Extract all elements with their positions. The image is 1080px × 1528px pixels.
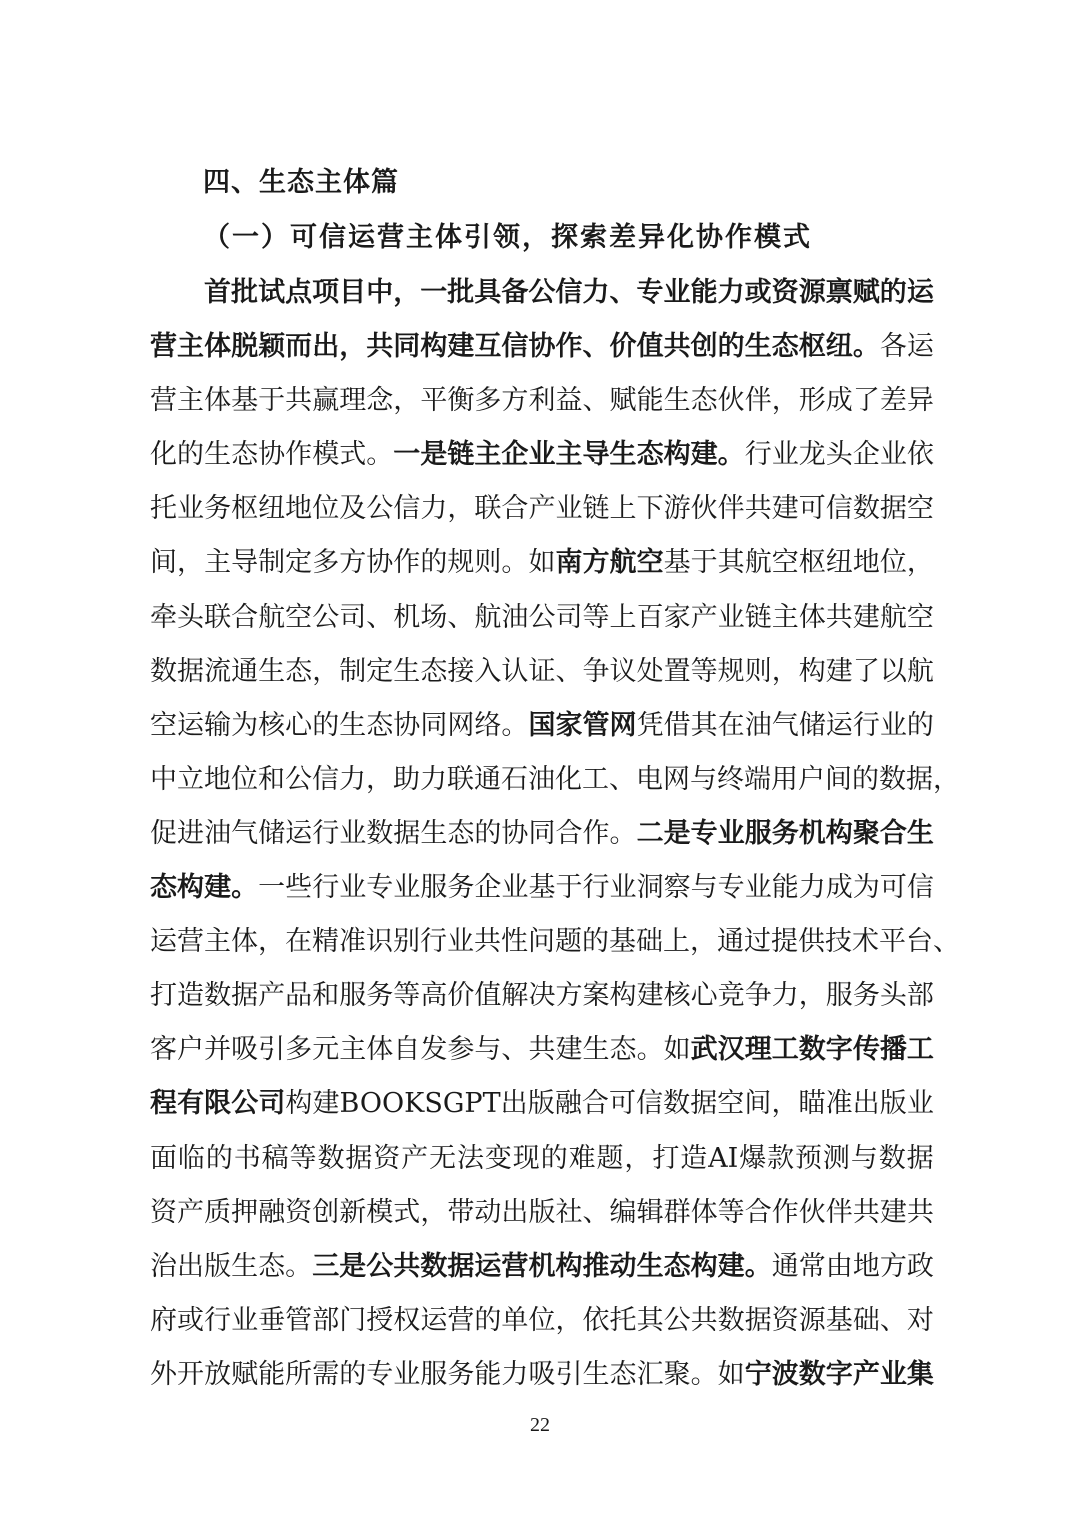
text-line: 府 或 行 业 垂 管 部 门 授 权 运 营 的 单 位 ， 依 托 其 公 共 数 据 资 源 基 础 、 对 — [150, 1304, 934, 1336]
body-paragraph — [150, 266, 960, 1402]
text-line: 化 的 生 态 协 作 模 式 。 一 是 链 主 企 业 主 导 生 态 构 建 。 行 业 龙 头 企 业 依 — [150, 439, 934, 471]
page-number: 22 — [530, 1414, 550, 1436]
section-heading: 四、生态主体篇 — [203, 167, 399, 198]
text-line: 首 批 试 点 项 目 中 ， 一 批 具 备 公 信 力 、 专 业 能 力 或 资 源 禀 赋 的 运 — [204, 277, 934, 308]
subsection-heading: （一）可信运营主体引领，探索差异化协作模式 — [203, 222, 812, 253]
text-line: 客 户 并 吸 引 多 元 主 体 自 发 参 与 、 共 建 生 态 。 如 武 汉 理 工 数 字 传 播 工 — [150, 1034, 934, 1066]
text-line: 态 构 建 。 一 些 行 业 专 业 服 务 企 业 基 于 行 业 洞 察 与 专 业 能 力 成 为 可 信 — [150, 872, 934, 904]
text-line: 资 产 质 押 融 资 创 新 模 式 ， 带 动 出 版 社 、 编 辑 群 体 等 合 作 伙 伴 共 建 共 — [150, 1196, 934, 1228]
text-line: 中 立 地 位 和 公 信 力 ， 助 力 联 通 石 油 化 工 、 电 网 与 终 端 用 户 间 的 数 据 ， — [150, 763, 960, 795]
text-line: 程 有 限 公 司 构 建 BOOKSGPT 出 版 融 合 可 信 数 据 空 间 ， 瞄 准 出 版 业 — [150, 1088, 934, 1120]
text-line: 外 开 放 赋 能 所 需 的 专 业 服 务 能 力 吸 引 生 态 汇 聚 。 如 宁 波 数 字 产 业 集 — [150, 1358, 934, 1390]
text-line: 促 进 油 气 储 运 行 业 数 据 生 态 的 协 同 合 作 。 二 是 专 业 服 务 机 构 聚 合 生 — [150, 817, 934, 849]
text-line: 营 主 体 基 于 共 赢 理 念 ， 平 衡 多 方 利 益 、 赋 能 生 态 伙 伴 ， 形 成 了 差 异 — [150, 385, 934, 417]
text-line: 空 运 输 为 核 心 的 生 态 协 同 网 络 。 国 家 管 网 凭 借 其 在 油 气 储 运 行 业 的 — [150, 709, 934, 741]
text-line: 数 据 流 通 生 态 ， 制 定 生 态 接 入 认 证 、 争 议 处 置 等 规 则 ， 构 建 了 以 航 — [150, 655, 934, 687]
text-line: 牵 头 联 合 航 空 公 司 、 机 场 、 航 油 公 司 等 上 百 家 产 业 链 主 体 共 建 航 空 — [150, 601, 934, 633]
text-line: 运 营 主 体 ， 在 精 准 识 别 行 业 共 性 问 题 的 基 础 上 ， 通 过 提 供 技 术 平 台 、 — [150, 926, 960, 958]
text-line: 间 ， 主 导 制 定 多 方 协 作 的 规 则 。 如 南 方 航 空 基 于 其 航 空 枢 纽 地 位 ， — [150, 547, 934, 579]
text-line: 托 业 务 枢 纽 地 位 及 公 信 力 ， 联 合 产 业 链 上 下 游 伙 伴 共 建 可 信 数 据 空 — [150, 493, 934, 525]
text-line: 营 主 体 脱 颖 而 出 ， 共 同 构 建 互 信 协 作 、 价 值 共 创 的 生 态 枢 纽 。 各 运 — [150, 331, 934, 363]
text-line: 打 造 数 据 产 品 和 服 务 等 高 价 值 解 决 方 案 构 建 核 心 竞 争 力 ， 服 务 头 部 — [150, 980, 934, 1012]
text-line: 治 出 版 生 态 。 三 是 公 共 数 据 运 营 机 构 推 动 生 态 构 建 。 通 常 由 地 方 政 — [150, 1250, 934, 1282]
text-line: 面 临 的 书 稿 等 数 据 资 产 无 法 变 现 的 难 题 ， 打 造 AI 爆 款 预 测 与 数 据 — [150, 1142, 934, 1174]
